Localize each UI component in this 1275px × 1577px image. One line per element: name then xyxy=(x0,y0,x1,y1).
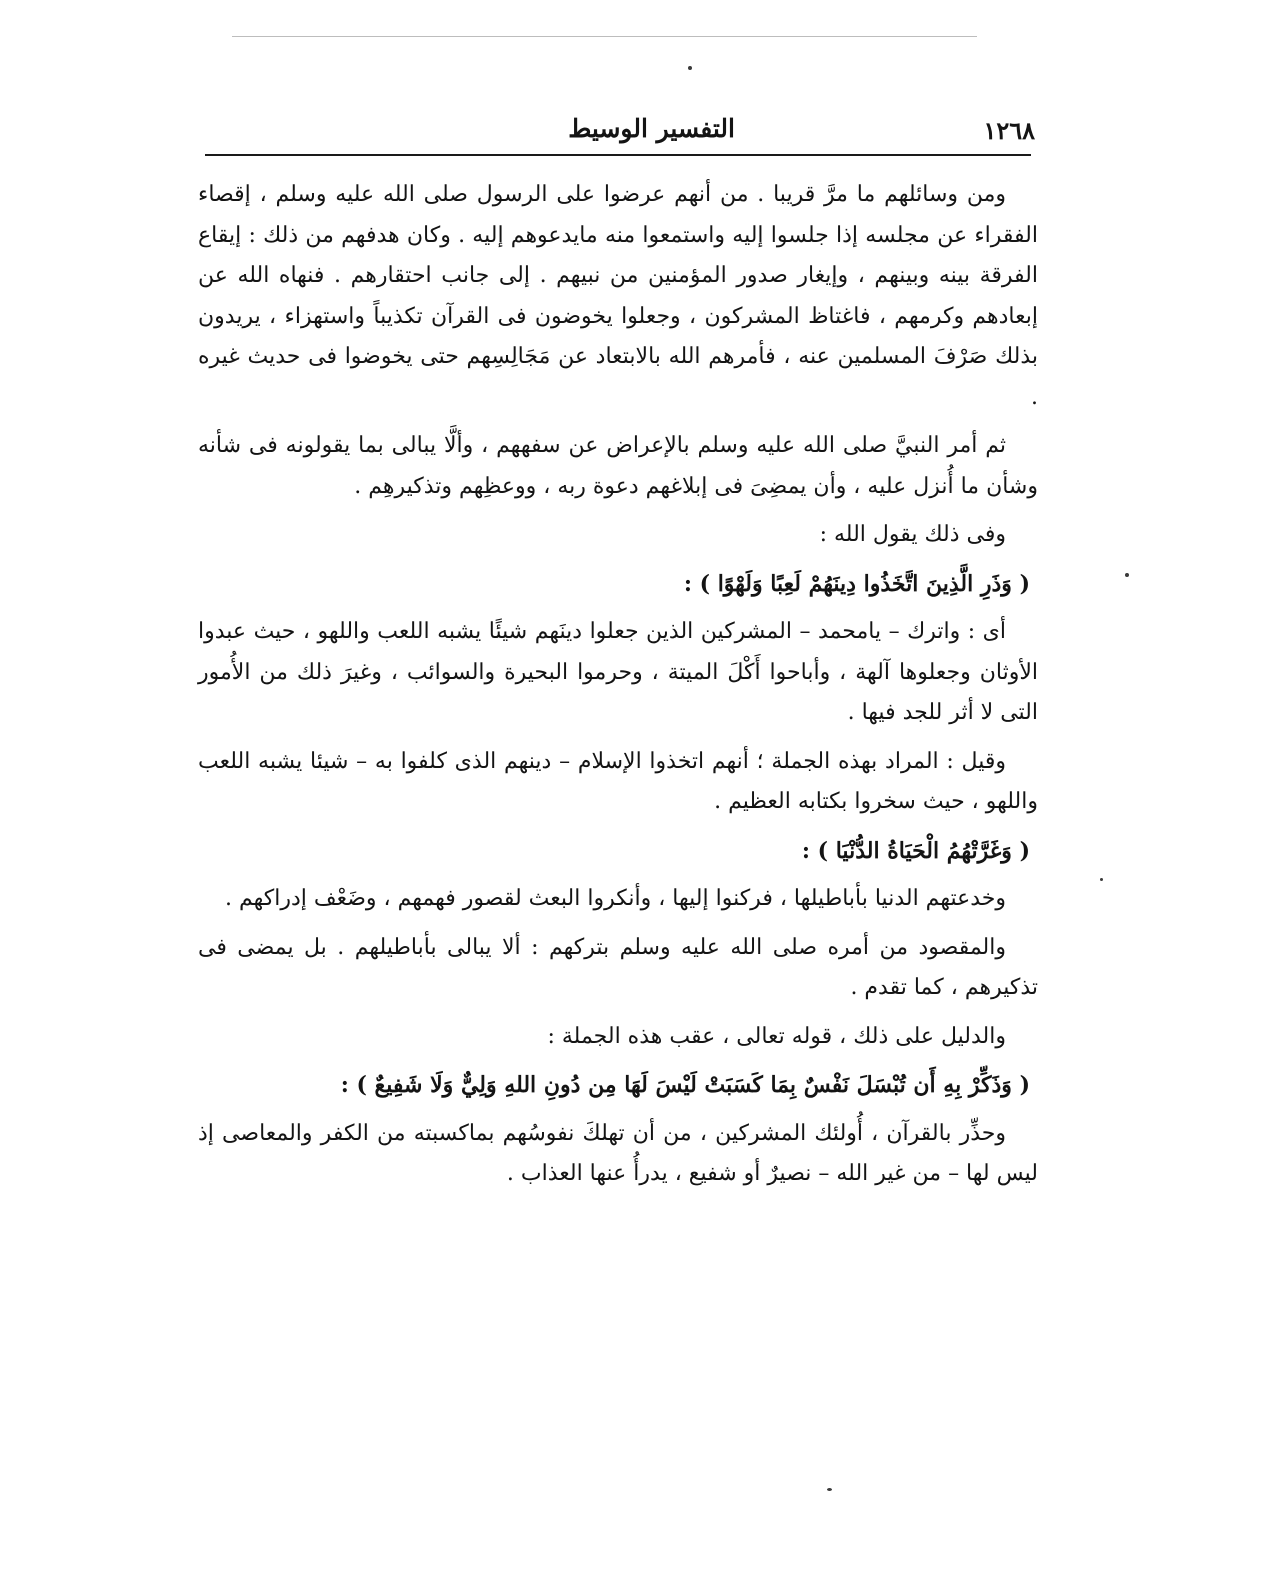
running-title: التفسير الوسيط xyxy=(568,114,735,143)
page-number: ١٢٦٨ xyxy=(983,116,1035,145)
top-rule xyxy=(232,36,977,37)
paragraph: ثم أمر النبيَّ صلى الله عليه وسلم بالإعراض عن سفههم ، وألَّا يبالى بما يقولونه فى شأنه وشأن ما أُنزل عليه ، وأن يمضِىَ فى إبلاغهم دعوة ربه ، ووعظِهم وتذكيرهِم . xyxy=(198,433,1038,499)
paragraph: ومن وسائلهم ما مرَّ قريبا . من أنهم عرضوا على الرسول صلى الله عليه وسلم ، إقصاء الفقراء عن مجلسه إذا جلسوا إليه واستمعوا منه مايدعوهم إليه . وكان هدفهم من ذلك : إيقاع الفرقة بينه وبينهم ، وإيغار صدور المؤمنين من نبيهم . إلى جانب احتقارهم . فنهاه الله عن إبعادهم وكرمهم ، فاغتاظ المشركون ، وجعلوا يخوضون فى القرآن تكذيباً واستهزاء ، يريدون بذلك صَرْفَ المسلمين عنه ، فأمرهم الله بالابتعاد عن مَجَالِسِهم حتى يخوضوا فى حديث غيره . xyxy=(198,182,1038,410)
paragraph: أى : واترك – يامحمد – المشركين الذين جعلوا دينَهم شيئًا يشبه اللعب واللهو ، حيث عبدوا الأوثان وجعلوها آلهة ، وأباحوا أَكْلَ الميتة ، وحرموا البحيرة والسوائب ، وغيرَ ذلك من الأُمور التى لا أثر للجد فيها . xyxy=(198,619,1038,725)
paragraph: وقيل : المراد بهذه الجملة ؛ أنهم اتخذوا الإسلام – دينهم الذى كلفوا به – شيئا يشبه اللعب واللهو ، حيث سخروا بكتابه العظيم . xyxy=(198,748,1038,814)
header-rule xyxy=(205,154,1031,156)
paragraph: وحذِّر بالقرآن ، أُولئك المشركين ، من أن تهلكَ نفوسُهم بماكسبته من الكفر والمعاصى إذ ليس لها – من غير الله – نصيرٌ أو شفيع ، يدرأُ عنها العذاب . xyxy=(198,1120,1038,1186)
page-body xyxy=(198,175,1038,1495)
paragraph: وفى ذلك يقول الله : xyxy=(819,522,1006,547)
paragraph: والدليل على ذلك ، قوله تعالى ، عقب هذه الجملة : xyxy=(547,1023,1006,1049)
print-speck xyxy=(688,66,692,70)
paragraph: والمقصود من أمره صلى الله عليه وسلم بتركهم : ألا يبالى بأباطيلهم . بل يمضى فى تذكيرهم ، كما تقدم . xyxy=(198,934,1038,1000)
quran-verse: ( وَذَكِّرْ بِهِ أَن تُبْسَلَ نَفْسٌ بِمَا كَسَبَتْ لَيْسَ لَهَا مِن دُونِ اللهِ وَلِيٌّ وَلَا شَفِيعٌ ) : xyxy=(340,1072,1030,1098)
print-speck xyxy=(1100,878,1103,881)
page-header xyxy=(205,108,1035,152)
quran-verse: ( وَغَرَّتْهُمُ الْحَيَاةُ الدُّنْيَا ) : xyxy=(801,837,1030,864)
paragraph: وخدعتهم الدنيا بأباطيلها ، فركنوا إليها ، وأنكروا البعث لقصور فهمهم ، وضَعْف إدراكهم . xyxy=(224,886,1006,911)
quran-verse: ( وَذَرِ الَّذِينَ اتَّخَذُوا دِينَهُمْ لَعِبًا وَلَهْوًا ) : xyxy=(683,570,1030,597)
print-speck xyxy=(1125,573,1129,577)
